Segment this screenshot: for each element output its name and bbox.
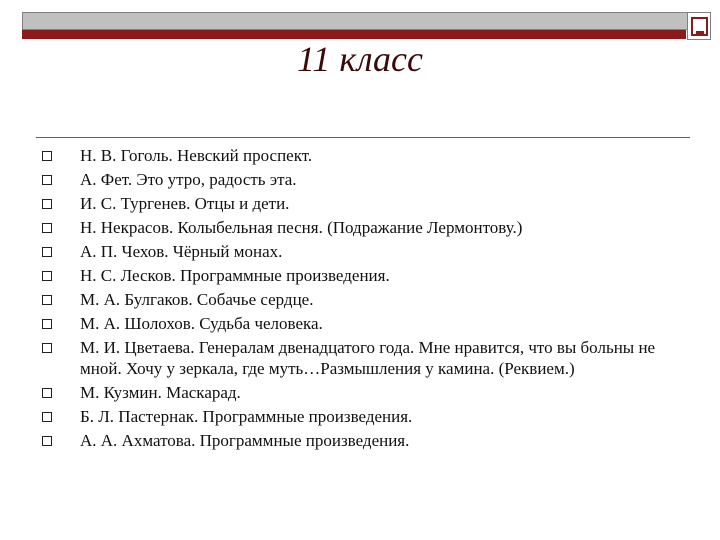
- hollow-square-bullet-icon: [42, 271, 52, 281]
- list-item: [36, 289, 686, 310]
- list-item-text: А. А. Ахматова. Программные произведения.: [80, 431, 410, 450]
- slide-title: [0, 38, 720, 80]
- list-item: [36, 313, 686, 334]
- list-item-text: М. И. Цветаева. Генералам двенадцатого года. Мне нравится, что вы больны не мной. Хочу у зеркала, где муть…Размышления у камина. (Реквием.): [80, 338, 656, 378]
- hollow-square-bullet-icon: [42, 223, 52, 233]
- list-item-text: Н. Некрасов. Колыбельная песня. (Подражание Лермонтову.): [80, 218, 523, 237]
- header-bar: [22, 12, 708, 30]
- corner-ornament-bar: [696, 31, 704, 34]
- list-item: [36, 145, 686, 166]
- list-item-text: Н. В. Гоголь. Невский проспект.: [80, 146, 313, 165]
- list-item: [36, 430, 686, 451]
- title-divider: [36, 137, 690, 138]
- hollow-square-bullet-icon: [42, 151, 52, 161]
- list-item: [36, 241, 686, 262]
- list-item: [36, 265, 686, 286]
- corner-ornament: [687, 12, 711, 40]
- list-item-text: Б. Л. Пастернак. Программные произведения.: [80, 407, 413, 426]
- list-item: [36, 217, 686, 238]
- hollow-square-bullet-icon: [42, 319, 52, 329]
- list-item-text: М. А. Булгаков. Собачье сердце.: [80, 290, 314, 309]
- list-item: [36, 406, 686, 427]
- list-item: [36, 337, 686, 379]
- hollow-square-bullet-icon: [42, 247, 52, 257]
- hollow-square-bullet-icon: [42, 343, 52, 353]
- hollow-square-bullet-icon: [42, 436, 52, 446]
- list-item-text: Н. С. Лесков. Программные произведения.: [80, 266, 390, 285]
- list-item: [36, 193, 686, 214]
- hollow-square-bullet-icon: [42, 175, 52, 185]
- slide-title-text: 11 класс: [297, 39, 423, 79]
- list-item: [36, 382, 686, 403]
- hollow-square-bullet-icon: [42, 412, 52, 422]
- list-item-text: А. Фет. Это утро, радость эта.: [80, 170, 297, 189]
- list-item-text: И. С. Тургенев. Отцы и дети.: [80, 194, 290, 213]
- list-item-text: М. Кузмин. Маскарад.: [80, 383, 241, 402]
- hollow-square-bullet-icon: [42, 388, 52, 398]
- list-item-text: М. А. Шолохов. Судьба человека.: [80, 314, 323, 333]
- hollow-square-bullet-icon: [42, 199, 52, 209]
- list-item: [36, 169, 686, 190]
- hollow-square-bullet-icon: [42, 295, 52, 305]
- reading-list: [36, 145, 686, 454]
- list-item-text: А. П. Чехов. Чёрный монах.: [80, 242, 283, 261]
